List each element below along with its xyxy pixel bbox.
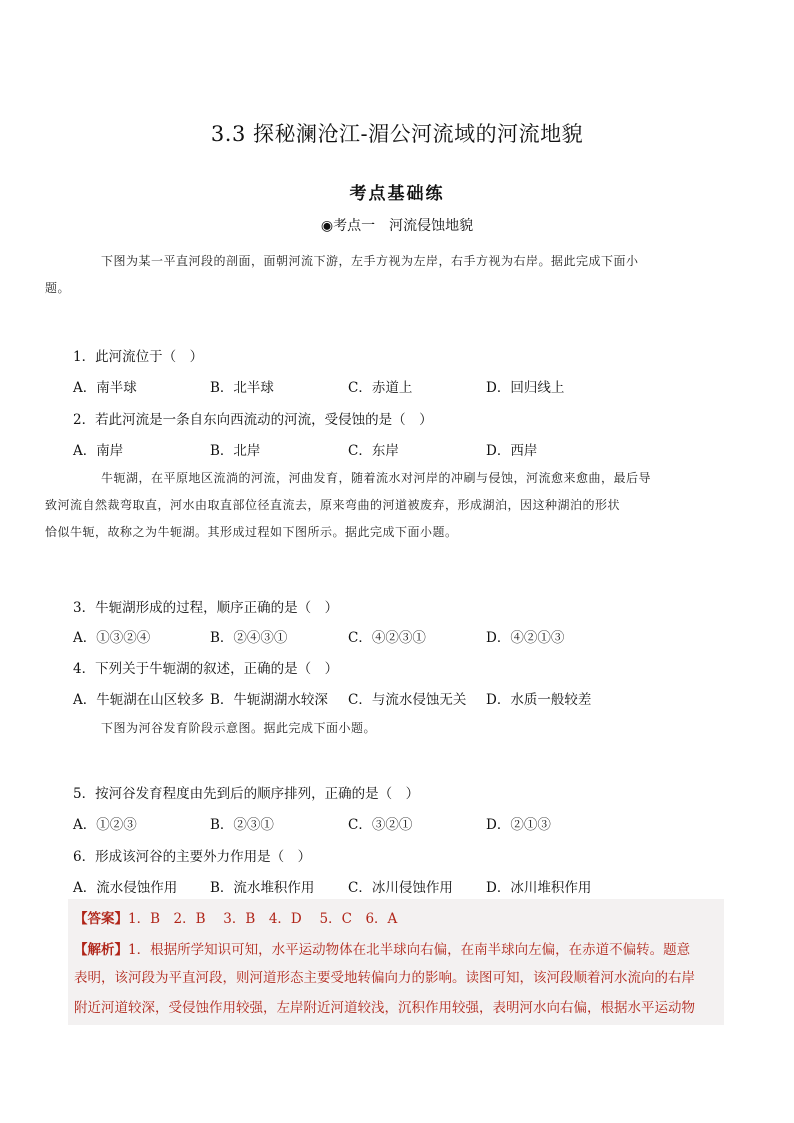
page-title: 3.3 探秘澜沧江-湄公河流域的河流地貌 (210, 122, 584, 146)
passage-1 (45, 248, 721, 302)
answer-text: 1．B 2．B 3．B 4．D 5．C 6．A (128, 911, 398, 927)
option-b: B．②③① (210, 817, 274, 833)
option-c: C．冰川侵蚀作用 (348, 880, 453, 896)
option-a: A．南岸 (73, 443, 124, 459)
passage-1-line-1: 下图为某一平直河段的剖面，面朝河流下游，左手方视为左岸，右手方视为右岸。据此完成下面小 (101, 254, 639, 268)
option-b: B．②④③① (210, 630, 288, 646)
answer-tag: 【答案】 (74, 911, 128, 927)
option-b: B．牛轭湖湖水较深 (210, 692, 328, 708)
option-c: C．赤道上 (348, 380, 413, 396)
option-d: D．西岸 (486, 443, 538, 459)
option-b: B．流水堆积作用 (210, 880, 315, 896)
analysis-line-2: 表明，该河段为平直河段，则河道形态主要受地转偏向力的影响。读图可知，该河段顺着河水流向的右岸 (74, 970, 695, 986)
passage-2-line-2: 致河流自然裁弯取直，河水由取直部位径直流去，原来弯曲的河道被废弃，形成湖泊，因这种湖泊的形状 (45, 498, 621, 512)
option-c: C．东岸 (348, 443, 399, 459)
option-d: D．④②①③ (486, 630, 565, 646)
option-d: D．冰川堆积作用 (486, 880, 592, 896)
option-c: C．与流水侵蚀无关 (348, 692, 467, 708)
passage-2-line-3: 恰似牛轭，故称之为牛轭湖。其形成过程如下图所示。据此完成下面小题。 (45, 525, 458, 539)
analysis-tag: 【解析】 (74, 942, 128, 958)
passage-2 (45, 465, 721, 546)
option-c: C．③②① (348, 817, 413, 833)
option-c: C．④②③① (348, 630, 426, 646)
section-title: 考点一 河流侵蚀地貌 (333, 218, 474, 234)
analysis-line-3: 附近河道较深，受侵蚀作用较强，左岸附近河道较浅，沉积作用较强，表明河水向右偏，根据水平运动物 (74, 1000, 695, 1016)
passage-2-line-1: 牛轭湖，在平原地区流淌的河流，河曲发育，随着流水对河岸的冲刷与侵蚀，河流愈来愈曲，最后导 (101, 471, 652, 485)
option-b: B．北岸 (210, 443, 261, 459)
section-marker-icon: ◉ (320, 218, 334, 234)
question-stem: 3．牛轭湖形成的过程，顺序正确的是（ ） (73, 600, 339, 616)
passage-1-line-2: 题。 (45, 281, 71, 295)
option-b: B．北半球 (210, 380, 274, 396)
question-stem: 5．按河谷发育程度由先到后的顺序排列，正确的是（ ） (73, 786, 420, 802)
option-a: A．①②③ (73, 817, 137, 833)
analysis-line-1 (74, 938, 690, 958)
passage-3 (73, 715, 721, 742)
page-subtitle: 考点基础练 (349, 184, 445, 204)
passage-3-line-1: 下图为河谷发育阶段示意图。据此完成下面小题。 (101, 721, 377, 735)
question-stem: 6．形成该河谷的主要外力作用是（ ） (73, 849, 312, 865)
option-a: A．牛轭湖在山区较多 (73, 692, 205, 708)
option-a: A．南半球 (73, 380, 137, 396)
option-a: A．流水侵蚀作用 (73, 880, 178, 896)
option-a: A．①③②④ (73, 630, 151, 646)
option-d: D．水质一般较差 (486, 692, 592, 708)
option-d: D．②①③ (486, 817, 551, 833)
question-stem: 1．此河流位于（ ） (73, 349, 204, 365)
question-stem: 4．下列关于牛轭湖的叙述，正确的是（ ） (73, 661, 339, 677)
analysis-text-1: 1．根据所学知识可知，水平运动物体在北半球向右偏，在南半球向左偏，在赤道不偏转。题意 (128, 942, 691, 958)
option-d: D．回归线上 (486, 380, 565, 396)
question-stem: 2．若此河流是一条自东向西流动的河流，受侵蚀的是（ ） (73, 412, 433, 428)
section-heading (0, 215, 794, 235)
answer-line (74, 907, 397, 927)
